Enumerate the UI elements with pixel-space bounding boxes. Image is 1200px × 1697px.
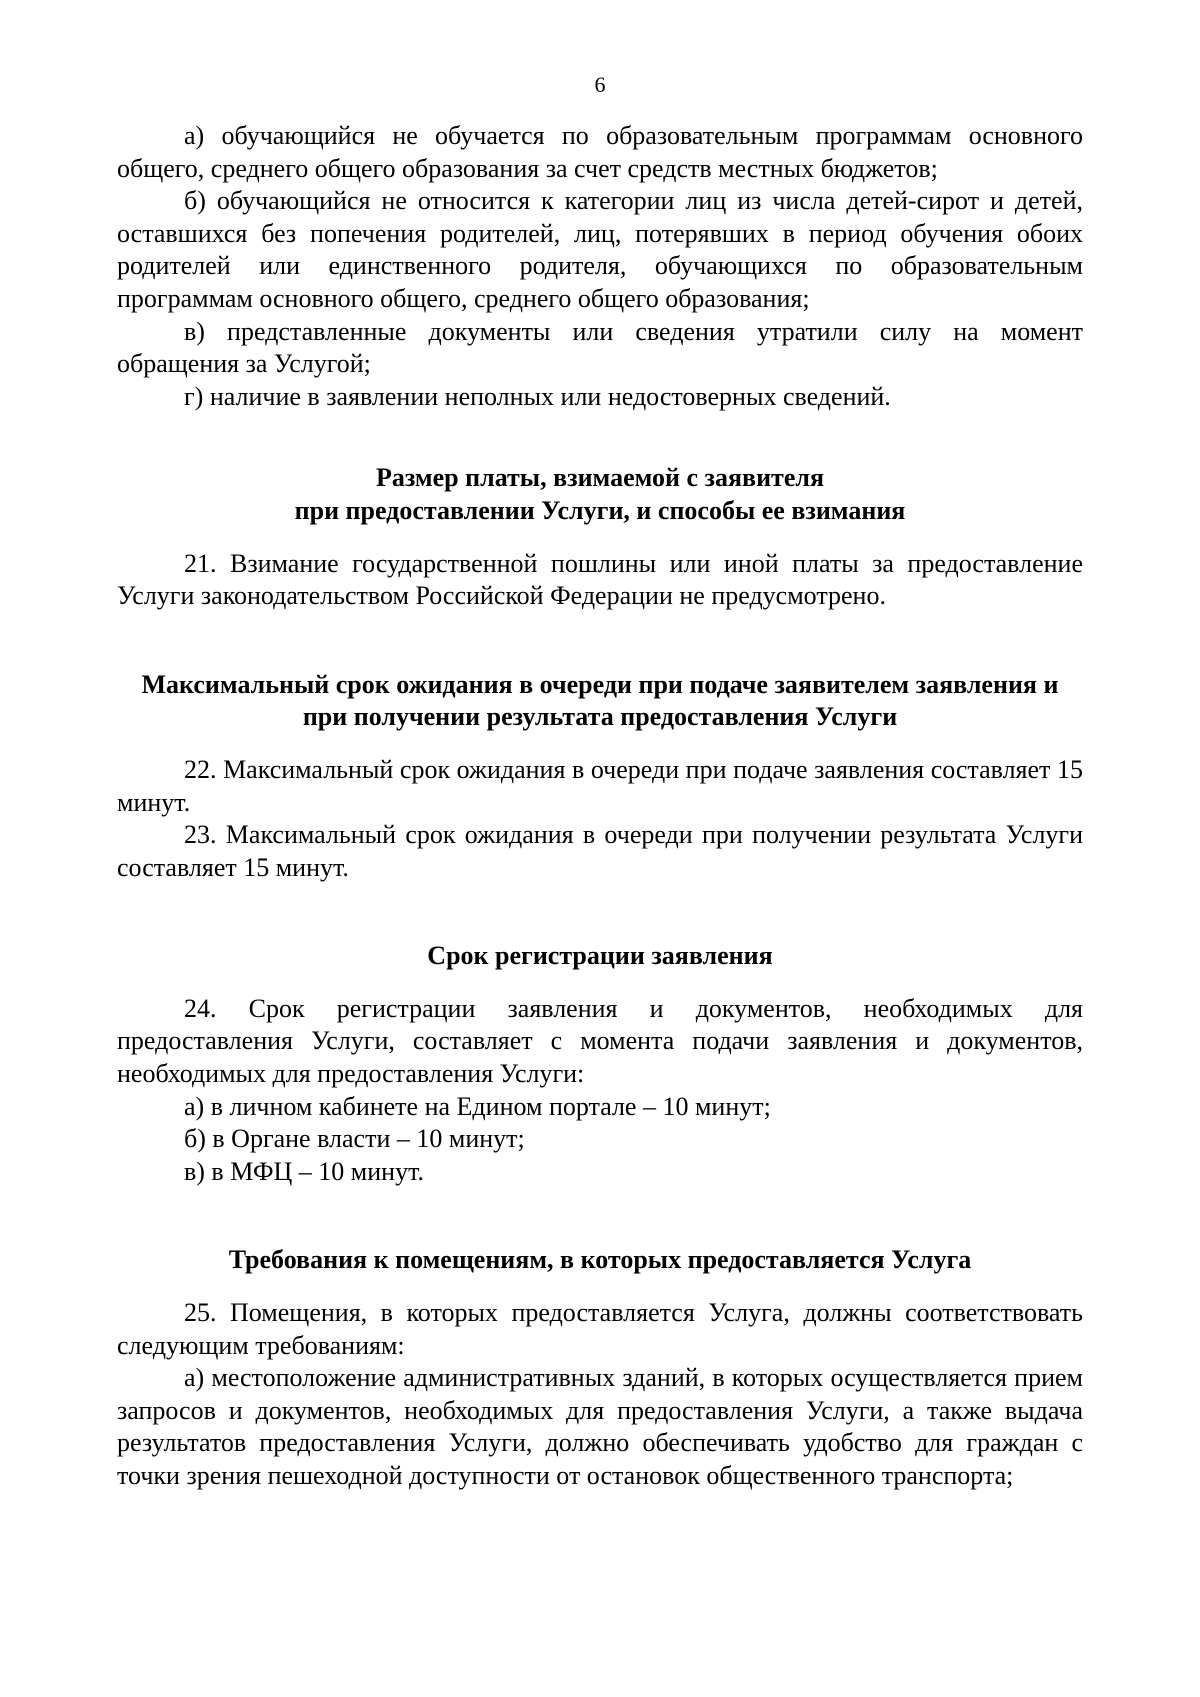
section-heading-fee (117, 462, 1083, 527)
paragraph-24-b: б) в Органе власти – 10 минут; (184, 1124, 525, 1154)
paragraph-refusal-a: а) обучающийся не обучается по образовательным программам основного общего, среднего общего образования за счет средств местных бюджетов; (117, 121, 1083, 183)
paragraph-refusal-g: г) наличие в заявлении неполных или недостоверных сведений. (184, 381, 891, 411)
section-heading-queue (117, 669, 1083, 734)
paragraph-refusal-v: в) представленные документы или сведения утратили силу на момент обращения за Услугой; (117, 316, 1083, 379)
paragraph-22: 22. Максимальный срок ожидания в очереди при подаче заявления составляет 15 минут. (117, 754, 1083, 817)
paragraph-24: 24. Срок регистрации заявления и документов, необходимых для предоставления Услуги, составляет с момента подачи заявления и документов, необходимых для предоставления Услуги: (117, 993, 1083, 1089)
paragraph-25: 25. Помещения, в которых предоставляется Услуга, должны соответствовать следующим требованиям: (117, 1298, 1083, 1360)
heading-line: Максимальный срок ожидания в очереди при подаче заявителем заявления и (141, 669, 1059, 699)
paragraph-24-a: а) в личном кабинете на Едином портале – 10 минут; (184, 1091, 771, 1121)
heading-line: Размер платы, взимаемой с заявителя (375, 463, 825, 493)
paragraph-21: 21. Взимание государственной пошлины или иной платы за предоставление Услуги законодательством Российской Федерации не предусмотрено. (117, 548, 1083, 611)
heading-line: Требования к помещениям, в которых предоставляется Услуга (228, 1245, 972, 1275)
section-heading-registration (117, 940, 1083, 973)
section-heading-premises (117, 1244, 1083, 1277)
page-number: 6 (594, 72, 606, 97)
heading-line: при получении результата предоставления Услуги (302, 702, 898, 732)
paragraph-25-a: а) местоположение административных зданий, в которых осуществляется прием запросов и документов, необходимых для предоставления Услуги, а также выдача результатов предоставления Услуги, должно обеспечивать удобство для граждан с точки зрения пешеходной доступности от остановок общественного транспорта; (117, 1363, 1083, 1490)
paragraph-refusal-b: б) обучающийся не относится к категории лиц из числа детей-сирот и детей, оставшихся без попечения родителей, лиц, потерявших в период обучения обоих родителей или единственного родителя, обучающихся по образовательным программам основного общего, среднего общего образования; (117, 186, 1083, 313)
heading-line: при предоставлении Услуги, и способы ее взимания (294, 495, 906, 525)
document-body (117, 120, 1083, 1493)
paragraph-24-v: в) в МФЦ – 10 минут. (184, 1156, 424, 1186)
heading-line: Срок регистрации заявления (427, 941, 773, 971)
paragraph-23: 23. Максимальный срок ожидания в очереди при получении результата Услуги составляет 15 минут. (117, 820, 1083, 882)
